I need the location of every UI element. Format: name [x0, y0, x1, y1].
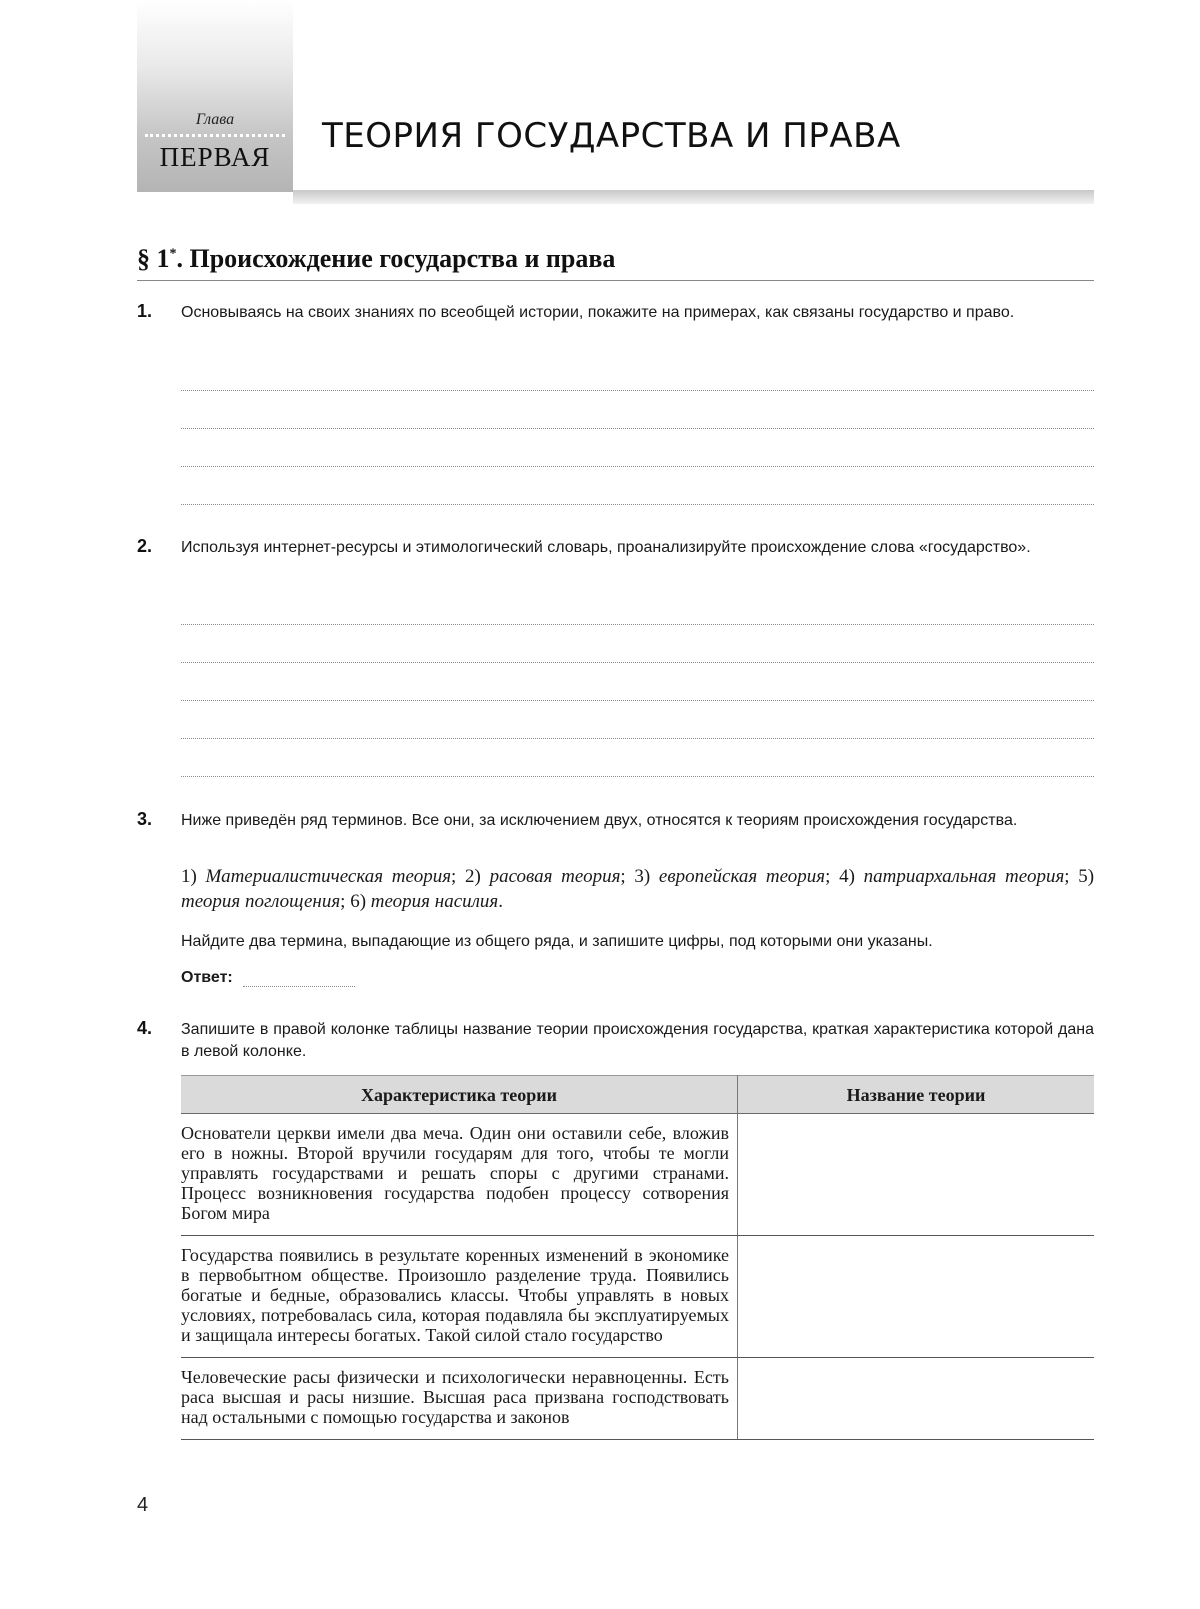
characteristic-cell: Основатели церкви имели два меча. Один они оставили себе, вложив его в ножны. Второй вручили государям для того, чтобы те могли управлять государствами и решать споры с другими странами. Процесс возникновения государства подобен процессу сотворения Богом мира [181, 1114, 738, 1236]
term-separator: ; [340, 891, 346, 912]
term: расовая теория [489, 866, 621, 887]
task-3-instruction: Найдите два термина, выпадающие из общего ряда, и запишите цифры, под которыми они указаны. [181, 933, 933, 950]
answer-line[interactable] [181, 504, 1094, 505]
term-separator: ; [620, 866, 626, 887]
answer-line[interactable] [181, 738, 1094, 739]
chapter-badge [137, 0, 293, 192]
term-number: 2) [465, 866, 481, 887]
answer-line[interactable] [181, 700, 1094, 701]
task-1-number: 1. [137, 301, 153, 321]
table-row [181, 1358, 1094, 1440]
task-2-number: 2. [137, 536, 153, 556]
characteristic-cell: Человеческие расы физически и психологически неравноценны. Есть раса высшая и расы низшие. Высшая раса призвана господствовать над остальными с помощью государства и законов [181, 1358, 738, 1440]
answer-line[interactable] [181, 390, 1094, 391]
term-separator: ; [1064, 866, 1070, 887]
table-row [181, 1114, 1094, 1236]
table-row [181, 1236, 1094, 1358]
theories-table [181, 1075, 1094, 1440]
theory-name-cell[interactable] [738, 1236, 1095, 1358]
section-title-text: . Происхождение государства и права [176, 244, 616, 273]
answer-line[interactable] [181, 624, 1094, 625]
chapter-title: ТЕОРИЯ ГОСУДАРСТВА И ПРАВА [322, 116, 901, 156]
term: патриархальная теория [863, 866, 1065, 887]
task-3-number: 3. [137, 809, 153, 829]
term-number: 1) [181, 866, 197, 887]
term-separator: . [498, 891, 503, 912]
term: теория поглощения [181, 891, 341, 912]
term-number: 4) [839, 866, 855, 887]
chapter-title-underbar [293, 190, 1094, 204]
term-number: 5) [1078, 866, 1095, 887]
chapter-dotted-divider [145, 134, 285, 137]
term-number: 3) [634, 866, 651, 887]
chapter-label-small: Глава [195, 111, 235, 128]
section-heading [137, 244, 615, 274]
answer-label: Ответ: [181, 969, 233, 986]
chapter-label-big: ПЕРВАЯ [159, 142, 271, 172]
task-4-number: 4. [137, 1018, 153, 1038]
answer-line[interactable] [181, 776, 1094, 777]
section-divider [137, 280, 1094, 281]
term-separator: ; [451, 866, 457, 887]
term: Материалистическая теория [205, 866, 452, 887]
term: теория насилия [370, 891, 499, 912]
characteristic-cell: Государства появились в результате коренных изменений в экономике в первобытном обществе. Произошло разделение труда. Появились богатые и бедные, образовались классы. Чтобы управлять в новых условиях, потребовалась сила, которая подавляла бы эксплуатируемых и защищала интересы богатых. Такой силой стало государство [181, 1236, 738, 1358]
header-theory-name: Название теории [738, 1076, 1095, 1114]
theory-name-cell[interactable] [738, 1358, 1095, 1440]
section-asterisk: * [169, 246, 177, 262]
section-number: § 1 [137, 244, 170, 273]
answer-field[interactable] [243, 986, 355, 987]
table-header-row [181, 1076, 1094, 1114]
task-4-text: Запишите в правой колонке таблицы название теории происхождения государства, краткая характеристика которой дана в левой колонке. [181, 1021, 1094, 1060]
task-2-text: Используя интернет-ресурсы и этимологический словарь, проанализируйте происхождение слова «государство». [181, 539, 1031, 556]
term: европейская теория [658, 866, 826, 887]
task-3-terms [181, 864, 1094, 914]
answer-line[interactable] [181, 466, 1094, 467]
theory-name-cell[interactable] [738, 1114, 1095, 1236]
header-characteristic: Характеристика теории [181, 1076, 738, 1114]
page-number: 4 [137, 1494, 149, 1516]
answer-line[interactable] [181, 428, 1094, 429]
answer-line[interactable] [181, 662, 1094, 663]
task-1-text: Основываясь на своих знаниях по всеобщей истории, покажите на примерах, как связаны государство и право. [181, 304, 1015, 321]
term-separator: ; [825, 866, 831, 887]
task-3-text: Ниже приведён ряд терминов. Все они, за исключением двух, относятся к теориям происхождения государства. [181, 812, 1018, 829]
term-number: 6) [350, 891, 367, 912]
